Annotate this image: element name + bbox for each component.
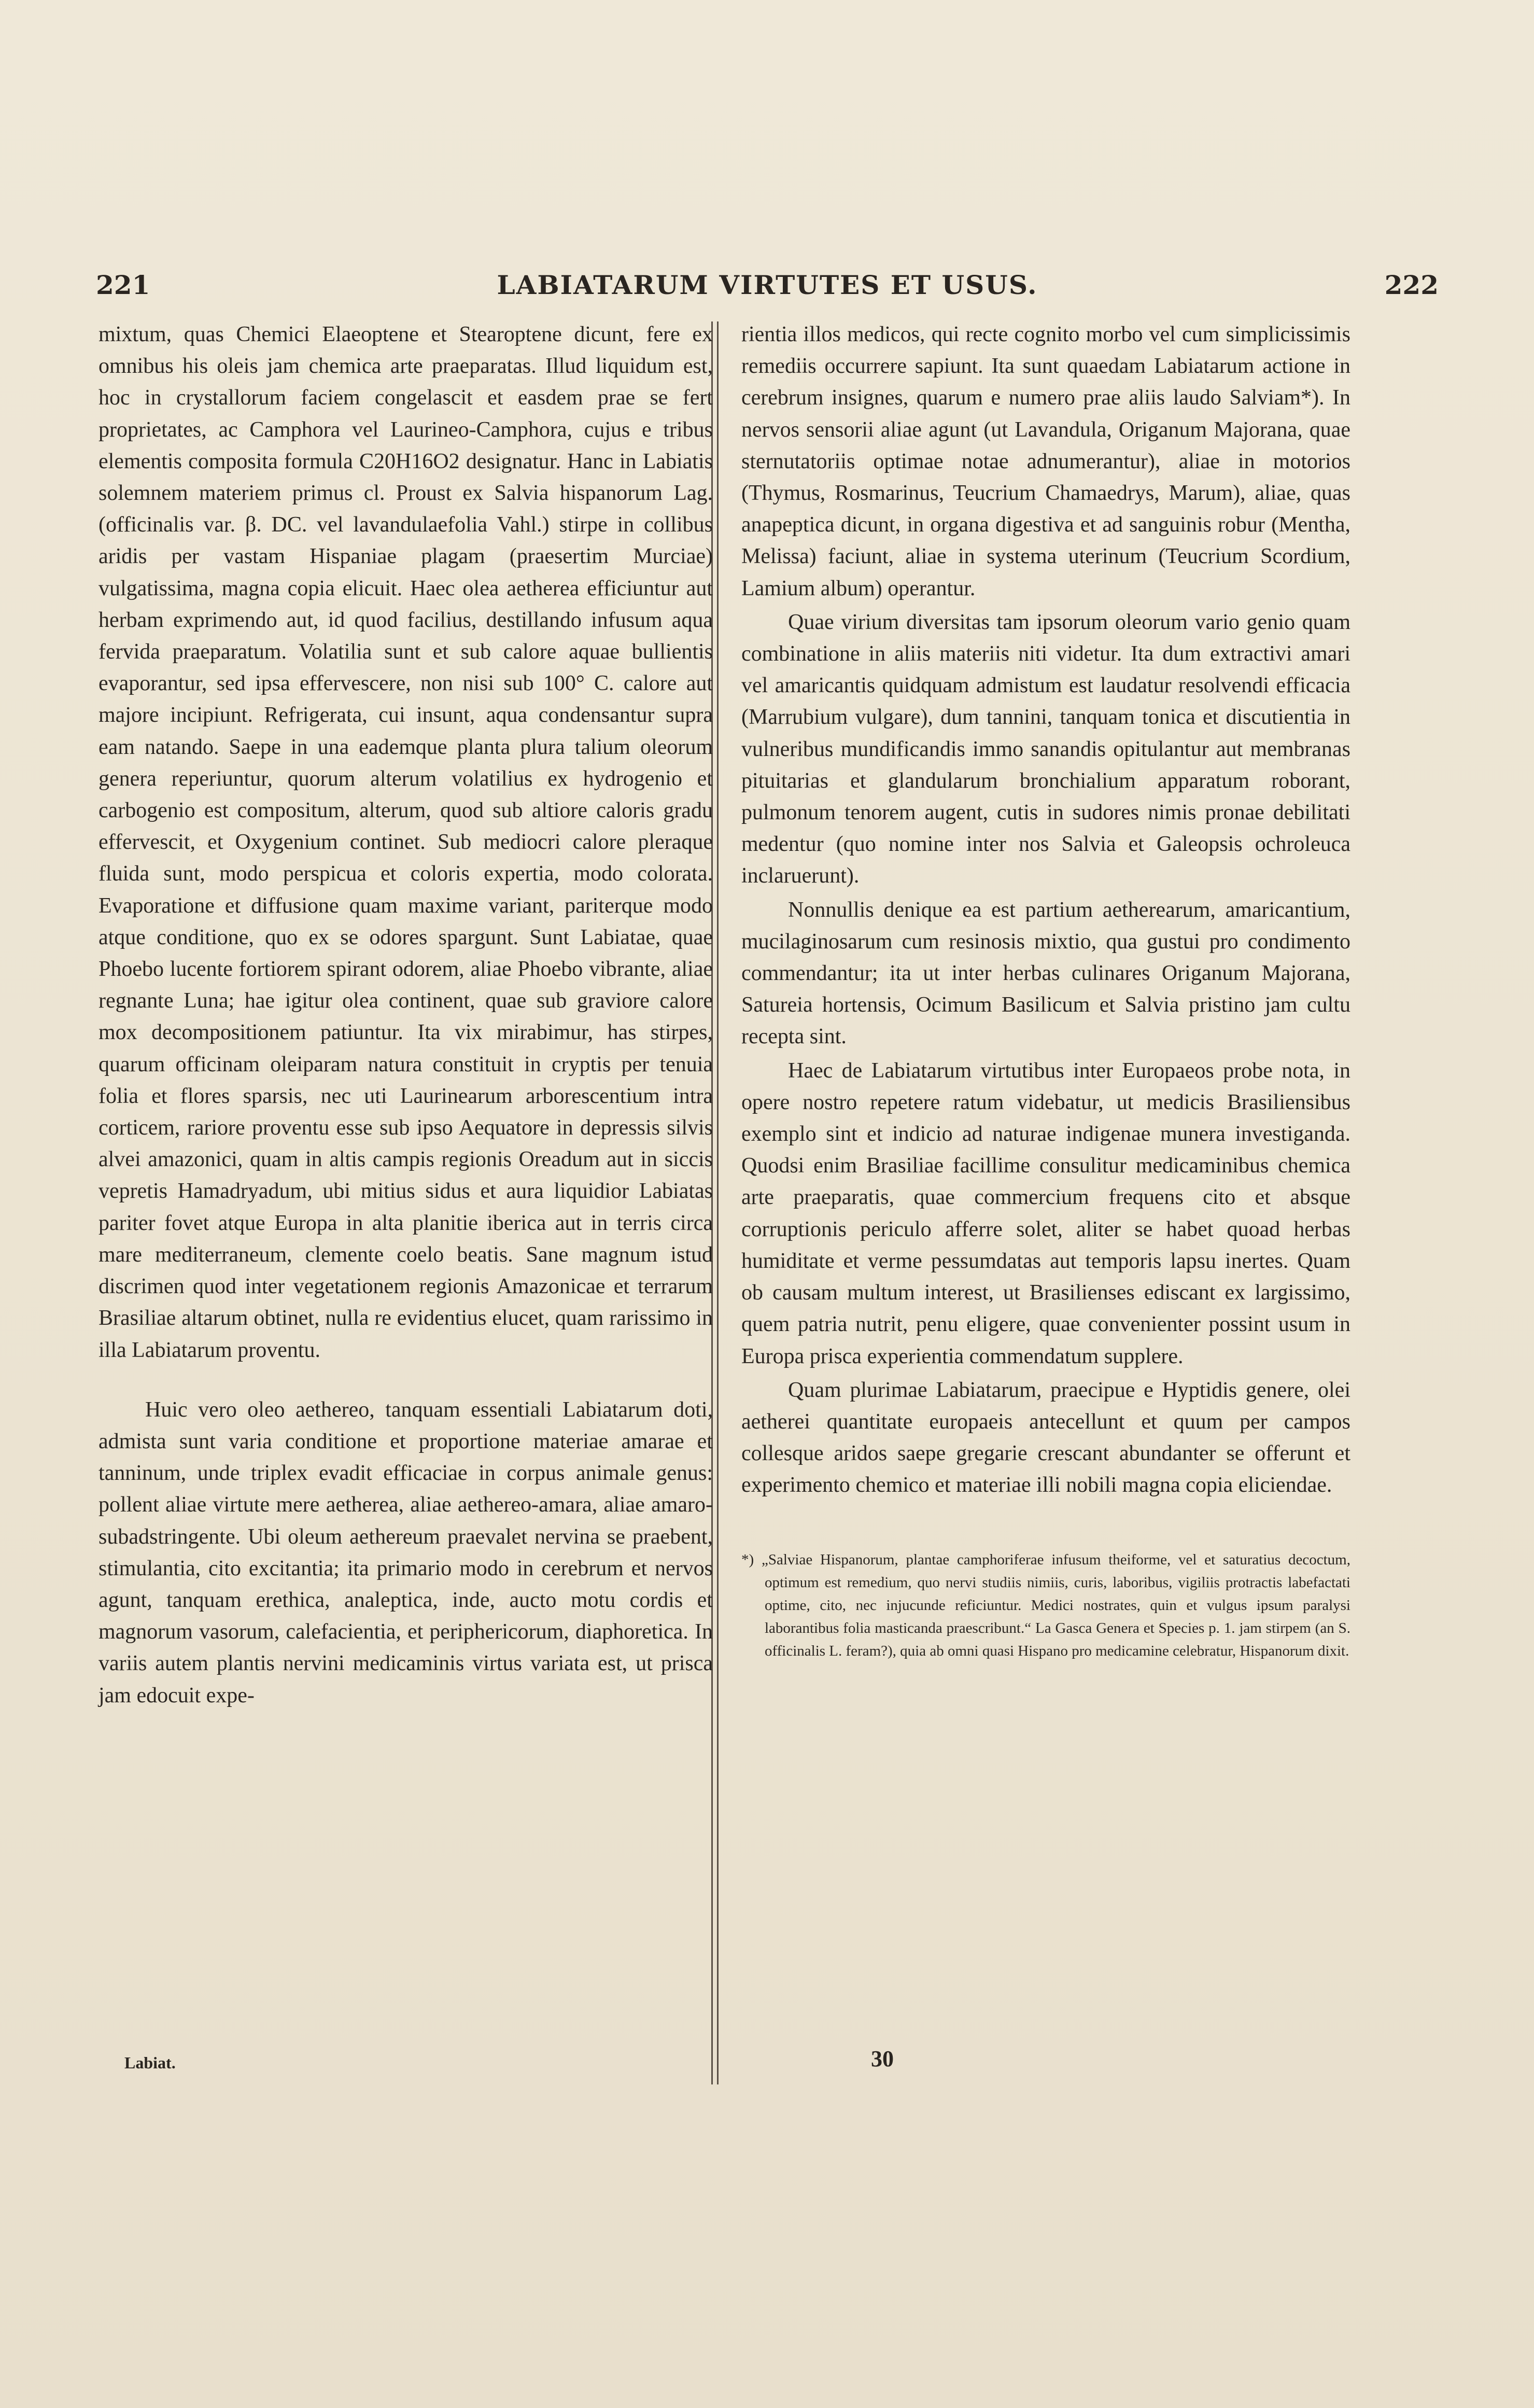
footnote: *) „Salviae Hispanorum, plantae camphoriferae infusum theiforme, vel et saturatius decoctum, optimum est remedium, quo nervi studiis nimiis, curis, laboribus, vigiliis protractis labefactati optime, cito, nec injucunde reficiuntur. Medici nostrates, quin et vulgus ipsum paralysi laborantibus folia masticanda praescribunt.“ La Gasca Genera et Species p. 1. jam stirpem (an S. officinalis L. feram?), quia ab omni quasi Hispano pro medicamine celebratur, Hispanorum dixit. — [741, 1551, 1350, 1659]
signature-mark: Labiat. — [124, 2053, 176, 2072]
right-paragraph-5: Quam plurimae Labiatarum, praecipue e Hyptidis genere, olei aetherei quantitate europaeis antecellunt et quum per campos collesque aridos saepe gregarie crescant abundanter se offerunt et experimento chemico et materiae illi nobili magna copia eliciendae. — [741, 1378, 1350, 1497]
page-number-right: 222 — [1384, 270, 1439, 300]
right-column — [741, 319, 1350, 1662]
left-column — [98, 319, 713, 1712]
running-title: LABIATARUM VIRTUTES ET USUS. — [497, 270, 1038, 300]
right-paragraph-2: Quae virium diversitas tam ipsorum oleorum vario genio quam combinatione in aliis materiis niti videtur. Ita dum extractivi amari vel amaricantis quidquam admistum est laudatur resolvendi efficacia (Marrubium vulgare), dum tannini, tanquam tonica et discutientia in vulneribus mundificandis immo sanandis opitulantur aut membranas pituitarias et glandularum bronchialium apparatum roborant, pulmonum tenorem augent, cutis in sudores nimis pronae debilitati medentur (quo nomine inter nos Salvia et Galeopsis ochroleuca inclaruerunt). — [741, 610, 1350, 888]
right-paragraph-3: Nonnullis denique ea est partium aetherearum, amaricantium, mucilaginosarum cum resinosis mixtio, qua gustui pro condimento commendantur; ita ut inter herbas culinares Origanum Majorana, Satureia hortensis, Ocimum Basilicum et Salvia pristino jam cultu recepta sint. — [741, 898, 1350, 1049]
right-paragraph-1: rientia illos medicos, qui recte cognito morbo vel cum simplicissimis remediis occurrere sapiunt. Ita sunt quaedam Labiatarum actione in cerebrum insignes, quarum e numero prae aliis laudo Salviam*). In nervos sensorii aliae agunt (ut Lavandula, Origanum Majorana, quae sternutatoriis optimae notae adnumerantur), aliae in motorios (Thymus, Rosmarinus, Teucrium Chamaedrys, Marum), aliae, quas anapeptica dicunt, in organa digestiva et ad sanguinis robur (Mentha, Melissa) faciunt, aliae in systema uterinum (Teucrium Scordium, Lamium album) operantur. — [741, 323, 1350, 600]
left-paragraph-1: mixtum, quas Chemici Elaeoptene et Stearoptene dicunt, fere ex omnibus his oleis jam chemica arte praeparatas. Illud liquidum est, hoc in crystallorum faciem congelascit et easdem prae se fert proprietates, ac Camphora vel Laurineo-Camphora, cujus e tribus elementis composita formula C20H16O2 designatur. Hanc in Labiatis solemnem materiem primus cl. Proust ex Salvia hispanorum Lag. (officinalis var. β. DC. vel lavandulaefolia Vahl.) stirpe in collibus aridis per vastam Hispaniae plagam (praesertim Murciae) vulgatissima, magna copia elicuit. Haec olea aetherea efficiuntur aut herbam exprimendo aut, id quod facilius, destillando infusum aqua fervida praeparatum. Volatilia sunt et sub calore aquae bullientis evaporantur, sed ipsa effervescere, non nisi sub 100° C. calore aut majore incipiunt. Refrigerata, cui insunt, aqua condensantur supra eam natando. Saepe in una eademque planta plura talium oleorum genera reperiuntur, quorum alterum volatilius ex hydrogenio et carbogenio est compositum, alterum, quod sub altiore caloris gradu effervescit, et Oxygenium continet. Sub mediocri calore pleraque fluida sunt, modo perspicua et coloris expertia, modo colorata. Evaporatione et diffusione quam maxime variant, pariterque modo atque conditione, quo ex se odores spargunt. Sunt Labiatae, quae Phoebo lucente fortiorem spirant odorem, aliae Phoebo vibrante, aliae regnante Luna; hae igitur olea continent, quae sub graviore calore mox decompositionem patiuntur. Ita vix mirabimur, has stirpes, quarum officinam oleiparam natura constituit in cryptis per tenuia folia et flores sparsis, nec uti Laurinearum arborescentium intra corticem, rariore proventu esse sub ipso Aequatore in depressis silvis alvei amazonici, quam in altis campis regionis Oreadum aut in siccis vepretis Hamadryadum, ubi mitius sidus et aura liquidior Labiatas pariter fovet atque Europa in alta planitie iberica aut in terris circa mare mediterraneum, clemente coelo beatis. Sane magnum istud discrimen quod inter vegetationem regionis Amazonicae et terrarum Brasiliae altarum obtinet, nulla re evidentius elucet, quam rarissimo in illa Labiatarum proventu. — [98, 323, 713, 1362]
right-paragraph-4: Haec de Labiatarum virtutibus inter Europaeos probe nota, in opere nostro repetere ratum videbatur, ut medicis Brasiliensibus exemplo sint et indicio ad naturae indigenae munera investiganda. Quodsi enim Brasiliae facillime consulitur medicaminibus chemica arte praeparatis, quae commercium frequens cito et absque corruptionis periculo afferre solet, aliter se habet quoad herbas humiditate et verme pessumdatas aut temporis lapsu inertes. Quam ob causam multum interest, ut Brasilienses ediscant ex largissimo, quem patria nutrit, penu eligere, quae convenienter possint usum in Europa prisca experientia commendatum supplere. — [741, 1058, 1350, 1368]
running-header — [96, 270, 1439, 311]
folio-number: 30 — [871, 2046, 894, 2071]
page-number-left: 221 — [96, 270, 150, 300]
left-paragraph-2: Huic vero oleo aethereo, tanquam essentiali Labiatarum doti, admista sunt varia conditione et proportione materiae amarae et tanninum, unde triplex evadit efficaciae in corpus animale genus: pollent aliae virtute mere aetherea, aliae aethereo-amara, aliae amaro-subadstringente. Ubi oleum aethereum praevalet nervina se praebent, stimulantia, cito excitantia; ita primario modo in cerebrum et nervos agunt, tanquam erethica, analeptica, inde, aucto motu cordis et magnorum vasorum, calefacientia, et periphericorum, diaphoretica. In variis autem plantis nervini medicaminis virtus variata est, ut prisca jam edocuit expe- — [98, 1397, 713, 1707]
